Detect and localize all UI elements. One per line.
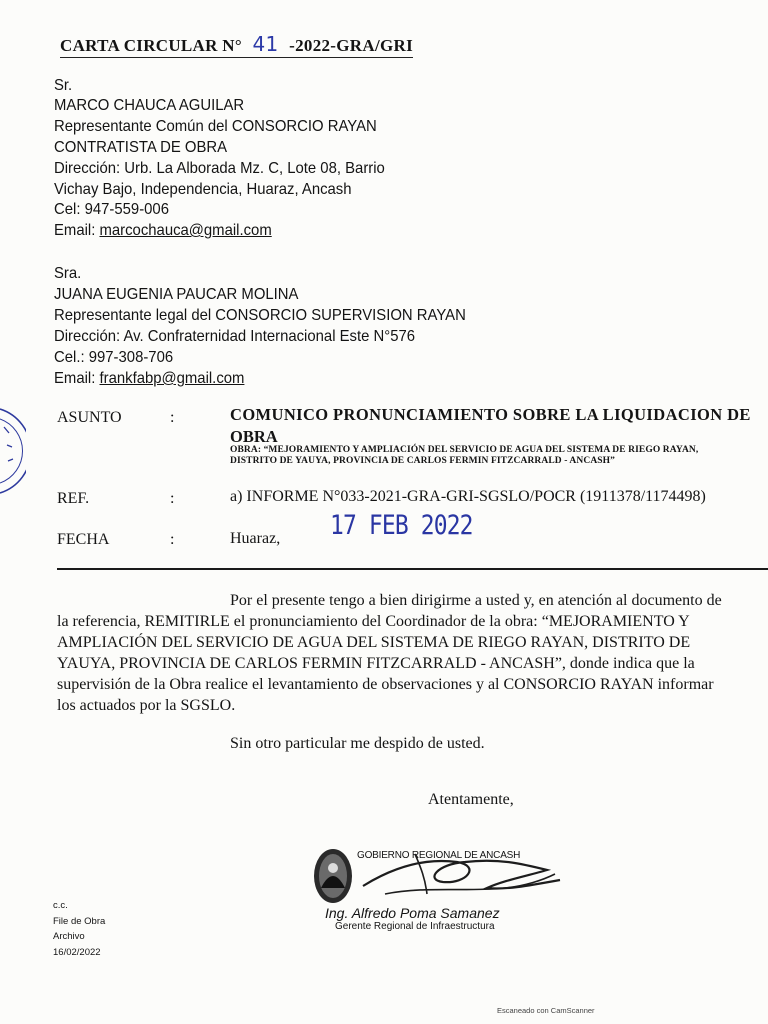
body-line3: AMPLIACIÓN DEL SERVICIO DE AGUA DEL SISTEMA DE RIEGO RAYAN, DISTRITO DE	[57, 634, 691, 651]
title-prefix: CARTA CIRCULAR N°	[60, 36, 242, 55]
ref-colon: :	[170, 490, 175, 507]
asunto-obra	[230, 445, 698, 467]
seal-text: GOBIERNO REGIONAL DE ANCASH	[357, 850, 521, 861]
letter-title	[60, 32, 413, 58]
title-suffix: -2022-GRA/GRI	[289, 36, 413, 55]
divider	[57, 568, 768, 570]
recipient1-email-label: Email:	[54, 222, 96, 239]
recipient2-role: Representante legal del CONSORCIO SUPERVISION RAYAN	[54, 307, 466, 324]
body-closing-sentence: Sin otro particular me despido de usted.	[230, 735, 485, 752]
recipient1-email[interactable]: marcochauca@gmail.com	[99, 222, 272, 239]
recipient2-name: JUANA EUGENIA PAUCAR MOLINA	[54, 286, 299, 303]
cc-label: c.c.	[53, 900, 68, 911]
regional-emblem-icon	[311, 846, 355, 906]
asunto-line1: COMUNICO PRONUNCIAMIENTO SOBRE LA LIQUIDACION DE	[230, 405, 751, 424]
cc-date: 16/02/2022	[53, 946, 101, 958]
body-line4: YAUYA, PROVINCIA DE CARLOS FERMIN FITZCARRALD - ANCASH”, donde indica que la	[57, 655, 695, 672]
asunto-obra-line1: OBRA: “MEJORAMIENTO Y AMPLIACIÓN DEL SERVICIO DE AGUA DEL SISTEMA DE RIEGO RAYAN,	[230, 445, 699, 455]
closing: Atentamente,	[428, 791, 514, 808]
recipient1-title: CONTRATISTA DE OBRA	[54, 139, 228, 156]
recipient2-email-label: Email:	[54, 370, 96, 387]
asunto-line2: OBRA	[230, 427, 278, 446]
signatory-name: Ing. Alfredo Poma Samanez	[325, 905, 500, 921]
recipient1-address1: Dirección: Urb. La Alborada Mz. C, Lote 08, Barrio	[54, 160, 385, 177]
asunto-obra-line2: DISTRITO DE YAUYA, PROVINCIA DE CARLOS FERMIN FITZCARRALD - ANCASH”	[230, 456, 615, 466]
recipient2-address: Dirección: Av. Confraternidad Internacional Este N°576	[54, 328, 416, 345]
recipient2-phone: Cel.: 997-308-706	[54, 349, 174, 366]
partial-seal-icon	[0, 405, 26, 497]
cc-line1: File de Obra	[53, 915, 106, 927]
ref-text: a) INFORME N°033-2021-GRA-GRI-SGSLO/POCR (1911378/1174498)	[230, 488, 706, 505]
asunto-label: ASUNTO	[57, 409, 122, 426]
recipient2-email-line	[54, 369, 244, 390]
recipient1-role: Representante Común del CONSORCIO RAYAN	[54, 118, 377, 135]
recipient1-address2: Vichay Bajo, Independencia, Huaraz, Ancash	[54, 181, 352, 198]
body-line1: Por el presente tengo a bien dirigirme a usted y, en atención al documento de	[230, 592, 722, 609]
asunto-colon: :	[170, 409, 175, 426]
recipient2-email[interactable]: frankfabp@gmail.com	[99, 370, 245, 387]
body-line6: los actuados por la SGSLO.	[57, 697, 236, 714]
fecha-city: Huaraz,	[230, 530, 281, 547]
cc-block	[53, 898, 105, 960]
recipient1-phone: Cel: 947-559-006	[54, 201, 169, 218]
date-stamp: 17 FEB 2022	[330, 510, 473, 541]
recipient1-salutation: Sr.	[54, 77, 73, 94]
signatory-role: Gerente Regional de Infraestructura	[335, 921, 495, 932]
body-line2: la referencia, REMITIRLE el pronunciamiento del Coordinador de la obra: “MEJORAMIENTO Y	[57, 613, 690, 630]
fecha-label: FECHA	[57, 531, 110, 548]
recipient1-email-line	[54, 221, 272, 242]
handwritten-signature-icon	[355, 842, 570, 910]
recipient1-name: MARCO CHAUCA AGUILAR	[54, 97, 245, 114]
ref-label: REF.	[57, 490, 90, 507]
cc-line2: Archivo	[53, 931, 85, 942]
handwritten-number: 41	[252, 32, 279, 56]
scanner-watermark: Escaneado con CamScanner	[497, 1006, 595, 1015]
recipient2-salutation: Sra.	[54, 265, 82, 282]
fecha-colon: :	[170, 531, 175, 548]
body-line5: supervisión de la Obra realice el levantamiento de observaciones y al CONSORCIO RAYAN informar	[57, 676, 714, 693]
